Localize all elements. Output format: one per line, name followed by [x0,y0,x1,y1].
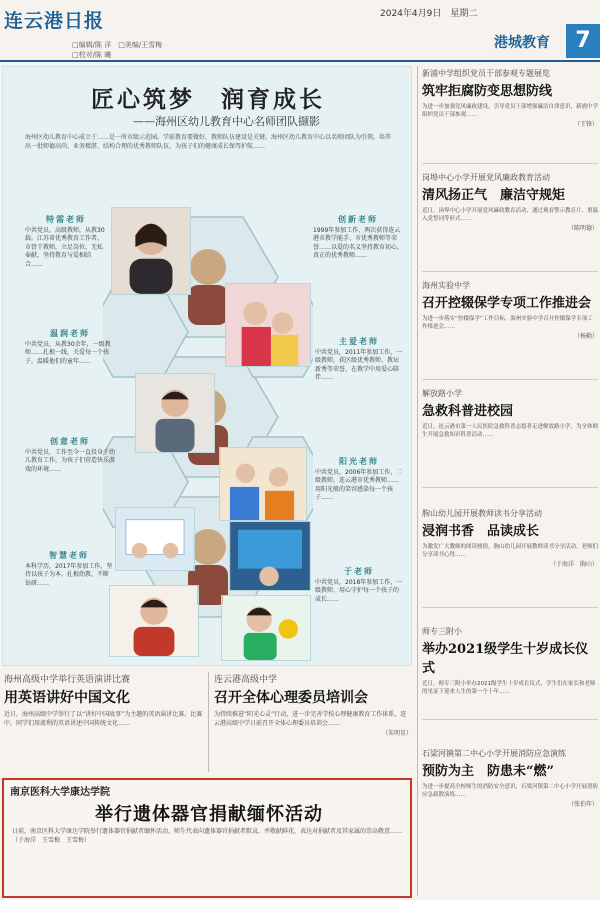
teacher-card-5 [25,437,115,474]
article-body [12,828,404,845]
article-english-speech [4,672,204,728]
article-kicker: 海州实验中学 [422,281,470,290]
issue-date: 2024年4月9日 星期二 [380,9,478,19]
page-number: 7 [566,24,600,58]
article-body: 为进一步提高全校师生的消防安全意识，石梁河镇第二中心小学开展消防应急疏散演练…… [422,784,599,798]
article-title: 召开全体心理委员培训会 [214,690,368,706]
article-body: 为进一步加强党风廉政建设，引导党员干部增强廉洁自律意识，新浦中学组织党员干部参观…… [422,104,599,118]
feature-section [2,66,412,666]
article-body: 为激发广大教师的阅读热情，朐山幼儿园开展教师读书分享活动，老师们分享读书心得…… [422,544,599,558]
teacher-card-title: 智慧老师 [49,550,89,560]
teacher-card-6 [315,457,403,503]
article-kicker: 新浦中学组织党员干部参观专题展览 [422,69,550,78]
article-right-6 [422,626,598,720]
teacher-photo-1 [111,207,191,295]
article-title: 举行遗体器官捐献缅怀活动 [95,804,323,825]
article-right-3 [422,280,598,380]
feature-title: 匠心筑梦 润育成长 [91,86,325,113]
masthead [0,0,600,62]
article-right-2 [422,172,598,272]
teacher-card-1 [25,215,107,269]
article-signature: （于海洋 王雪梅 王雪梅） [12,836,91,844]
article-body-text: 日前，南京医科大学康达学院举行遗体器官捐献者缅怀活动，师生代表向遗体器官捐献者默哀，并敬献鲜花，表达对捐献者及其家属的崇高敬意…… [12,828,403,835]
teacher-card-title: 特需老师 [46,214,86,224]
article-right-1 [422,68,598,164]
teacher-card-7 [25,551,113,588]
teacher-photo-8 [221,595,311,661]
teacher-card-text: 中共党员，从教30余年，一级教师……扎根一线，关爱每一个孩子，温暖他们的童年…… [25,340,111,365]
teacher-card-4 [315,337,403,383]
article-kicker: 连云港高级中学 [214,675,278,685]
feature-lead: 海州区幼儿教育中心成立于……是一所市级示范园。学前教育要做好，教师队伍建设是关键。海州区幼儿教育中心以名师团队为引领，培养出一批师德高尚、业务精湛、结构合理的优秀教师队伍，为孩子们的健康成长保驾护航…… [25,134,392,150]
article-kicker: 南京医科大学康达学院 [10,787,110,798]
teacher-card-text: 中共党员，高级教师，从教30载。江苏省优秀教育工作者，市骨干教师，立足岗位，无私奉献，坚持教育与爱相结合…… [25,226,105,268]
article-kicker: 解放路小学 [422,389,462,398]
feature-subtitle: ——海州区幼儿教育中心名师团队撷影 [133,115,320,128]
article-title: 预防为主 防患未“燃” [422,764,554,779]
article-signature: （王锋） [573,121,598,128]
article-title: 急救科普进校园 [422,404,514,419]
article-organ-donation [2,778,412,898]
section-title: 港城教育 [494,35,550,51]
article-title: 用英语讲好中国文化 [4,690,130,706]
teacher-card-title: 温润老师 [50,328,90,338]
teacher-card-title: 创新老师 [338,214,378,224]
teacher-card-text: 中共党员，工作至今一直投身于幼儿教育工作，为孩子们营造快乐游戏的环境…… [25,448,116,473]
teacher-card-title: 主爱老师 [339,336,379,346]
newspaper-logo: 连云港日报 [4,10,105,32]
article-signature: （张伯年） [567,801,598,808]
teacher-card-8 [315,567,403,604]
article-title: 浸润书香 品读成长 [422,524,540,539]
teacher-card-title: 于老师 [344,566,374,576]
teacher-photo-4 [219,447,307,521]
teacher-card-title: 创意老师 [50,436,90,446]
article-kicker: 朐山幼儿园开展教师读书分享活动 [422,509,542,518]
article-body: 为进一步落实“控辍保学”工作目标，海州实验中学召开控辍保学专项工作推进会…… [422,316,593,330]
teacher-card-2 [313,215,403,261]
article-kicker: 海州高级中学举行英语演讲比赛 [4,675,131,685]
article-title: 举办2021级学生十岁成长仪式 [422,642,589,676]
article-title: 召开控辍保学专项工作推进会 [422,296,592,311]
teacher-photo-5 [115,507,195,571]
teacher-card-text: 中共党员，2011年参加工作，一级教师，获区级优秀教师、教坛新秀等荣誉，在教学中用爱心陪伴…… [315,348,403,381]
teacher-photo-6 [229,521,311,591]
teacher-card-title: 阳光老师 [339,456,379,466]
article-signature: （杨勤） [573,333,598,340]
article-kicker: 石梁河镇第二中心小学开展消防应急演练 [422,749,566,758]
column-divider [208,672,209,772]
article-body: 近日，师专三附小举办2021级学生十岁成长仪式，学生们在家长和老师的见证下迎来人生的第一个十年…… [422,681,596,695]
article-title: 筑牢拒腐防变思想防线 [422,84,553,99]
editor-credits: □编辑/陈 洋 □美编/王雪梅 □校对/陈 曦 [72,41,163,59]
article-body: 近日，连云港市第一人民医院急救科普志愿者走进解放路小学，为全体师生开展急救知识科普活动…… [422,424,599,438]
teacher-card-text: 1999年参加工作，两次获得连云港市教学能手、市优秀教师等荣誉……以爱的名义坚持教育初心，真正的优秀教师…… [313,226,404,259]
article-right-7 [422,748,598,896]
article-kicker: 岗埠中心小学开展党风廉政教育活动 [422,173,550,182]
teacher-card-3 [25,329,115,366]
teacher-card-text: 中共党员，2018年参加工作，一级教师，用心守护每一个孩子的成长…… [315,578,403,603]
teacher-photo-3 [135,373,215,453]
article-signature: （于海洋 朐山） [549,561,598,568]
article-body: 近日，海州高级中学举行了以“讲好中国故事”为主题的英语演讲比赛。比赛中，同学们用流利的英语讲述中国传统文化…… [4,711,203,727]
article-body: 为持续推进“阳光心灵”行动，进一步完善学校心理健康教育工作体系，连云港高级中学日前召开全体心理委员培训会…… [214,711,407,727]
article-right-4 [422,388,598,488]
teacher-photo-2 [225,283,311,367]
teacher-photo-7 [109,585,199,657]
article-psychology [214,672,412,737]
article-right-5 [422,508,598,608]
teacher-card-text: 中共党员，2006年参加工作，二级教师，连云港市优秀教师……用阳光般的笑容感染每一个孩子…… [315,468,403,501]
article-signature: （陈明德） [567,225,598,232]
article-body: 近日，岗埠中心小学开展党风廉政教育活动，通过观看警示教育片、重温入党誓词等形式…… [422,208,599,222]
article-kicker: 师专三附小 [422,627,462,636]
article-signature: （朱明星） [381,730,412,737]
teacher-card-text: 本科学历，2017年参加工作，坚持以孩子为本，扎根幼教，不断钻研…… [25,562,113,587]
article-title: 清风扬正气 廉洁守规矩 [422,188,566,203]
column-divider [417,66,418,896]
